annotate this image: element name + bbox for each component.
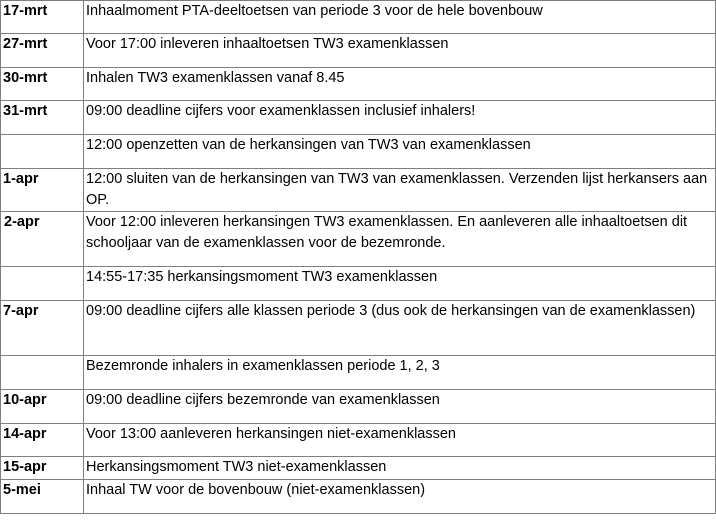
date-cell: 2-apr	[1, 212, 84, 267]
table-row	[1, 169, 716, 212]
date-cell	[1, 135, 84, 169]
table-row	[1, 68, 716, 101]
date-cell: 7-apr	[1, 301, 84, 356]
table-row	[1, 135, 716, 169]
description-cell: Bezemronde inhalers in examenklassen periode 1, 2, 3	[84, 356, 716, 390]
date-cell: 14-apr	[1, 424, 84, 457]
description-cell: Herkansingsmoment TW3 niet-examenklassen	[84, 457, 716, 480]
table-row	[1, 480, 716, 514]
description-cell: 12:00 sluiten van de herkansingen van TW3 van examenklassen. Verzenden lijst herkansers aan OP.	[84, 169, 716, 212]
description-cell: Inhaal TW voor de bovenbouw (niet-examenklassen)	[84, 480, 716, 514]
date-cell: 17-mrt	[1, 1, 84, 34]
description-cell: 09:00 deadline cijfers bezemronde van examenklassen	[84, 390, 716, 424]
date-cell	[1, 356, 84, 390]
date-cell	[1, 267, 84, 301]
table-row	[1, 1, 716, 34]
table-row	[1, 457, 716, 480]
description-cell: 09:00 deadline cijfers voor examenklassen inclusief inhalers!	[84, 101, 716, 135]
table-row	[1, 267, 716, 301]
description-cell: 14:55-17:35 herkansingsmoment TW3 examenklassen	[84, 267, 716, 301]
description-cell: Inhalen TW3 examenklassen vanaf 8.45	[84, 68, 716, 101]
table-row	[1, 424, 716, 457]
date-cell: 10-apr	[1, 390, 84, 424]
description-cell: 12:00 openzetten van de herkansingen van TW3 van examenklassen	[84, 135, 716, 169]
description-cell: Inhaalmoment PTA-deeltoetsen van periode 3 voor de hele bovenbouw	[84, 1, 716, 34]
description-cell: 09:00 deadline cijfers alle klassen periode 3 (dus ook de herkansingen van de examenklassen)	[84, 301, 716, 356]
description-cell: Voor 13:00 aanleveren herkansingen niet-examenklassen	[84, 424, 716, 457]
description-cell: Voor 12:00 inleveren herkansingen TW3 examenklassen. En aanleveren alle inhaaltoetsen dit schooljaar van de examenklassen voor de bezemronde.	[84, 212, 716, 267]
table-row	[1, 356, 716, 390]
table-row	[1, 301, 716, 356]
date-cell: 27-mrt	[1, 34, 84, 68]
description-cell: Voor 17:00 inleveren inhaaltoetsen TW3 examenklassen	[84, 34, 716, 68]
date-cell: 31-mrt	[1, 101, 84, 135]
table-row	[1, 34, 716, 68]
date-cell: 1-apr	[1, 169, 84, 212]
date-cell: 30-mrt	[1, 68, 84, 101]
table-row	[1, 390, 716, 424]
table-row	[1, 101, 716, 135]
date-cell: 5-mei	[1, 480, 84, 514]
table-row	[1, 212, 716, 267]
date-cell: 15-apr	[1, 457, 84, 480]
